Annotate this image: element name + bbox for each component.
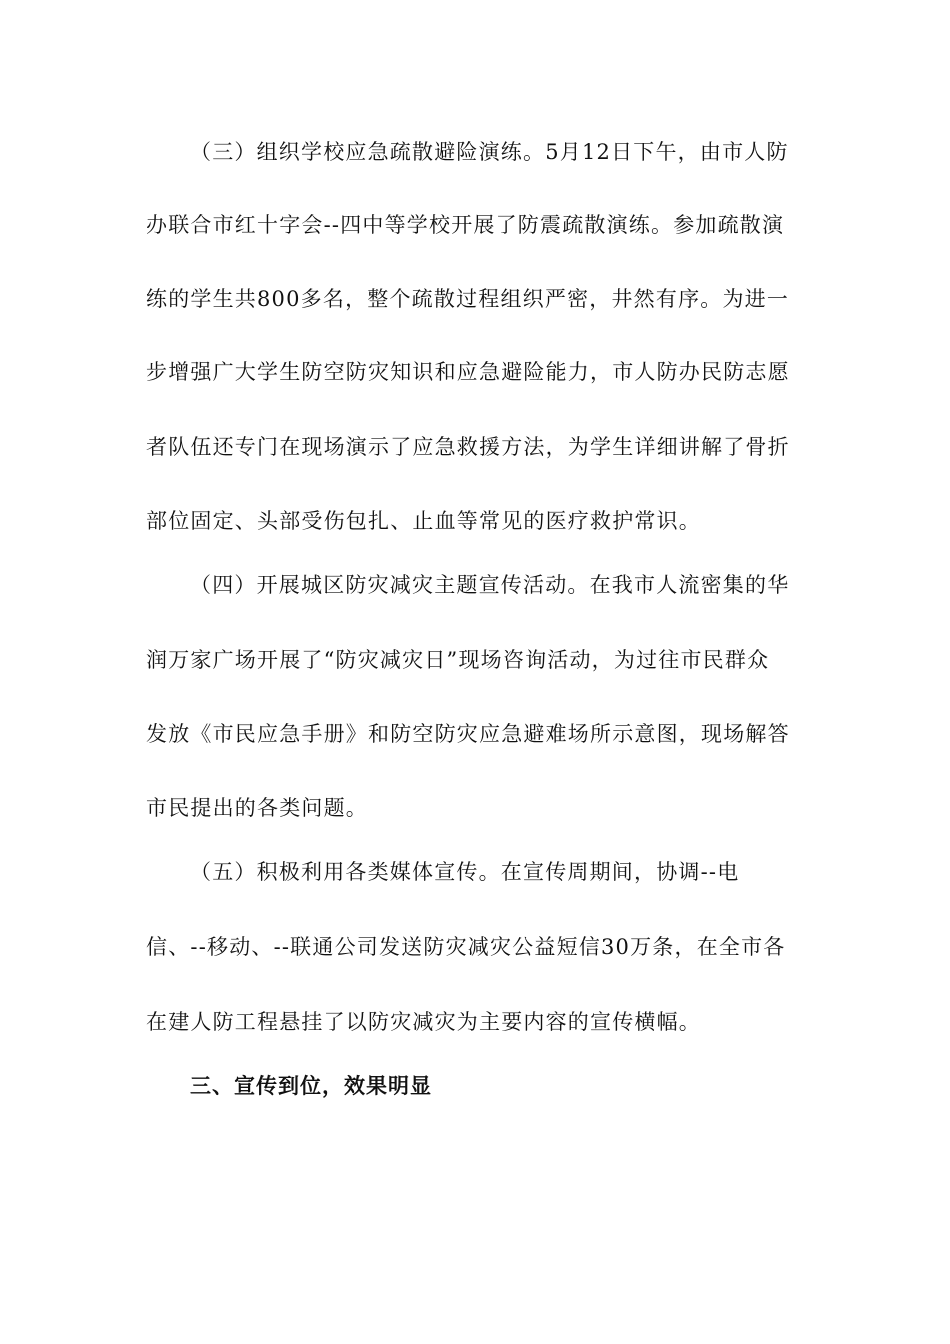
paragraph-line: 部位固定、头部受伤包扎、止血等常见的医疗救护常识。	[146, 509, 701, 533]
paragraph-line: 发放《市民应急手册》和防空防灾应急避难场所示意图，现场解答	[146, 722, 790, 746]
paragraph-line: 市民提出的各类问题。	[146, 796, 368, 820]
paragraph-line: 者队伍还专门在现场演示了应急救援方法，为学生详细讲解了骨折	[146, 435, 790, 459]
paragraph-line: 步增强广大学生防空防灾知识和应急避险能力，市人防办民防志愿	[146, 360, 790, 384]
paragraph-line: 办联合市红十字会--四中等学校开展了防震疏散演练。参加疏散演	[146, 213, 785, 237]
paragraph-line: 润万家广场开展了“防灾减灾日”现场咨询活动，为过往市民群众	[146, 648, 770, 672]
paragraph-line: （三）组织学校应急疏散避险演练。5月12日下午，由市人防	[190, 140, 789, 164]
paragraph-line: （五）积极利用各类媒体宣传。在宣传周期间，协调--电	[190, 860, 740, 884]
paragraph-line: 信、--移动、--联通公司发送防灾减灾公益短信30万条，在全市各	[146, 935, 786, 959]
paragraph-line: （四）开展城区防灾减灾主题宣传活动。在我市人流密集的华	[190, 573, 790, 597]
section-heading: 三、宣传到位，效果明显	[190, 1074, 432, 1098]
paragraph-line: 练的学生共800多名，整个疏散过程组织严密，井然有序。为进一	[146, 287, 790, 311]
paragraph-line: 在建人防工程悬挂了以防灾减灾为主要内容的宣传横幅。	[146, 1010, 701, 1034]
